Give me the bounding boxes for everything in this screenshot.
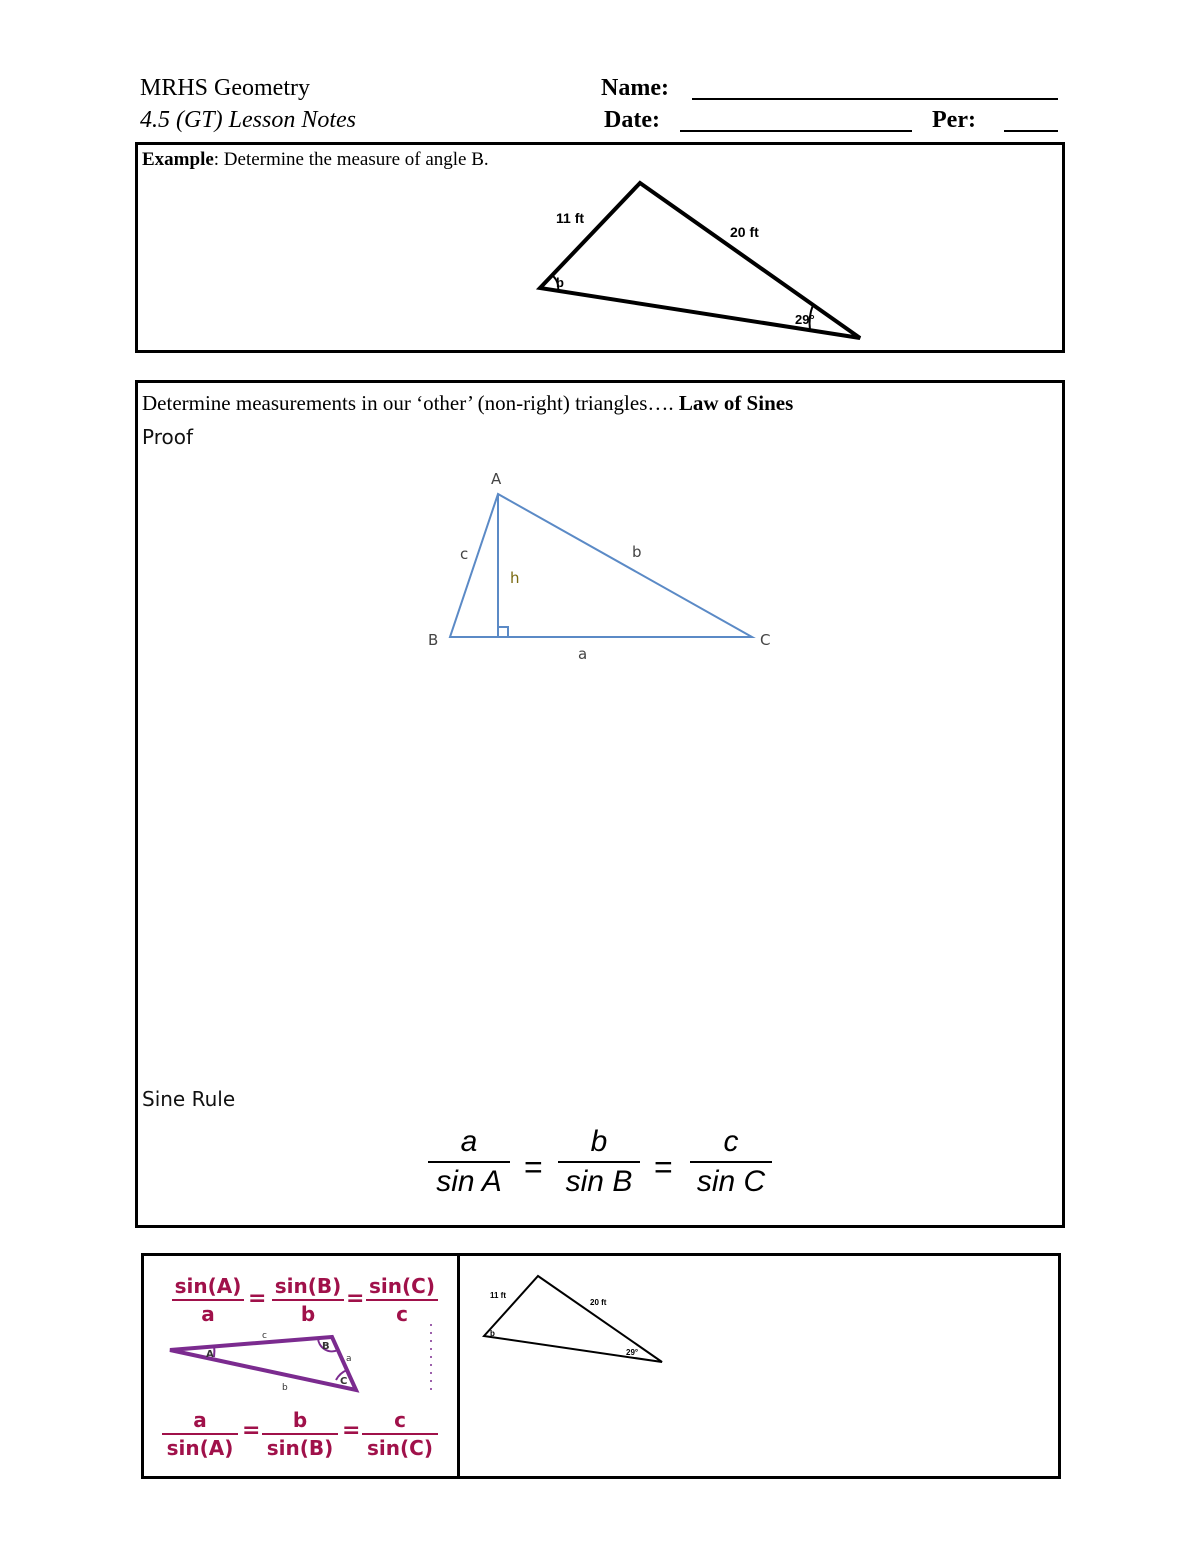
fraction-a-numerator: a — [460, 1125, 478, 1158]
example-side-left-label: 11 ft — [556, 210, 585, 226]
law-of-sines-box — [135, 380, 1065, 1228]
date-field[interactable] — [680, 130, 912, 132]
ref-equals-2: = — [346, 1286, 365, 1311]
ref-side-b: b — [282, 1383, 288, 1393]
ref-f5-den: sin(B) — [266, 1436, 334, 1460]
ref-equals-1: = — [248, 1286, 267, 1311]
sine-rule-fraction-c — [690, 1125, 772, 1199]
proof-label: Proof — [142, 425, 194, 449]
reference-box — [141, 1253, 1061, 1479]
ref-vertex-b: B — [322, 1341, 330, 1352]
ref-side-c: c — [262, 1331, 267, 1341]
ref-equals-4: = — [342, 1418, 361, 1443]
ref-triangle — [144, 1324, 454, 1396]
vertex-a-label: A — [491, 470, 502, 488]
fraction-b-denominator: sin B — [565, 1165, 633, 1198]
ref-side-a: a — [346, 1354, 352, 1364]
ref-f3-num: sin(C) — [369, 1274, 435, 1298]
ref-fraction-3 — [366, 1274, 438, 1326]
small-angle-b: b — [490, 1329, 495, 1338]
ref-f3-den: c — [396, 1302, 408, 1326]
equals-sign-1: = — [524, 1149, 543, 1185]
fraction-c-numerator: c — [723, 1125, 739, 1158]
lesson-title: 4.5 (GT) Lesson Notes — [140, 107, 357, 133]
name-label: Name: — [601, 75, 669, 101]
example-text: : Determine the measure of angle B. — [213, 149, 489, 170]
height-label: h — [510, 569, 520, 587]
ref-f4-num: a — [193, 1408, 207, 1432]
ref-f2-num: sin(B) — [274, 1274, 342, 1298]
fraction-c-denominator: sin C — [696, 1165, 766, 1198]
equals-sign-2: = — [654, 1149, 673, 1185]
small-angle-c: 29° — [626, 1348, 639, 1357]
ref-equals-3: = — [242, 1418, 261, 1443]
ref-f6-den: sin(C) — [367, 1436, 433, 1460]
ref-fraction-4 — [162, 1408, 238, 1460]
ref-f1-num: sin(A) — [174, 1274, 242, 1298]
proof-triangle-shape — [450, 494, 752, 637]
example-box — [135, 142, 1065, 353]
example-label: Example — [142, 149, 214, 170]
ref-vertex-c: C — [340, 1376, 348, 1387]
example-triangle — [138, 145, 1062, 350]
right-angle-mark — [498, 627, 508, 637]
ref-f2-den: b — [300, 1302, 316, 1326]
example-angle-b-label: b — [556, 275, 564, 290]
law-intro-text: Determine measurements in our ‘other’ (non-right) triangles…. — [142, 391, 679, 415]
fraction-c-bar — [690, 1161, 772, 1163]
sine-rule-fraction-a — [428, 1125, 510, 1199]
vertex-c-label: C — [760, 631, 771, 649]
sine-rule-fraction-b — [558, 1125, 640, 1199]
fraction-b-bar — [558, 1161, 640, 1163]
per-label: Per: — [932, 107, 976, 133]
ref-f6-num: c — [394, 1408, 406, 1432]
ref-fraction-5 — [262, 1408, 338, 1460]
ref-f4-den: sin(A) — [166, 1436, 234, 1460]
vertex-b-label: B — [428, 631, 439, 649]
example-side-right-label: 20 ft — [730, 224, 759, 240]
small-side-left: 11 ft — [490, 1291, 507, 1300]
side-b-label: b — [632, 543, 642, 561]
side-c-label: c — [460, 545, 469, 563]
per-field[interactable] — [1004, 130, 1058, 132]
sine-rule-label: Sine Rule — [142, 1087, 236, 1111]
date-label: Date: — [604, 107, 660, 133]
ref-vertex-a: A — [206, 1349, 214, 1360]
example-angle-c-label: 29° — [795, 312, 815, 327]
ref-fraction-1 — [172, 1274, 244, 1326]
fraction-a-bar — [428, 1161, 510, 1163]
ref-fraction-6 — [362, 1408, 438, 1460]
ref-f1-den: a — [201, 1302, 215, 1326]
name-field[interactable] — [692, 98, 1058, 100]
ref-f5-num: b — [292, 1408, 308, 1432]
small-triangle — [460, 1256, 1058, 1476]
ref-fraction-2 — [272, 1274, 344, 1326]
proof-triangle — [138, 383, 1062, 1225]
small-side-right: 20 ft — [590, 1298, 607, 1307]
fraction-a-denominator: sin A — [436, 1165, 502, 1198]
course-title: MRHS Geometry — [140, 75, 310, 101]
fraction-b-numerator: b — [590, 1125, 608, 1158]
law-intro-bold: Law of Sines — [678, 391, 794, 415]
side-a-label: a — [578, 645, 588, 663]
